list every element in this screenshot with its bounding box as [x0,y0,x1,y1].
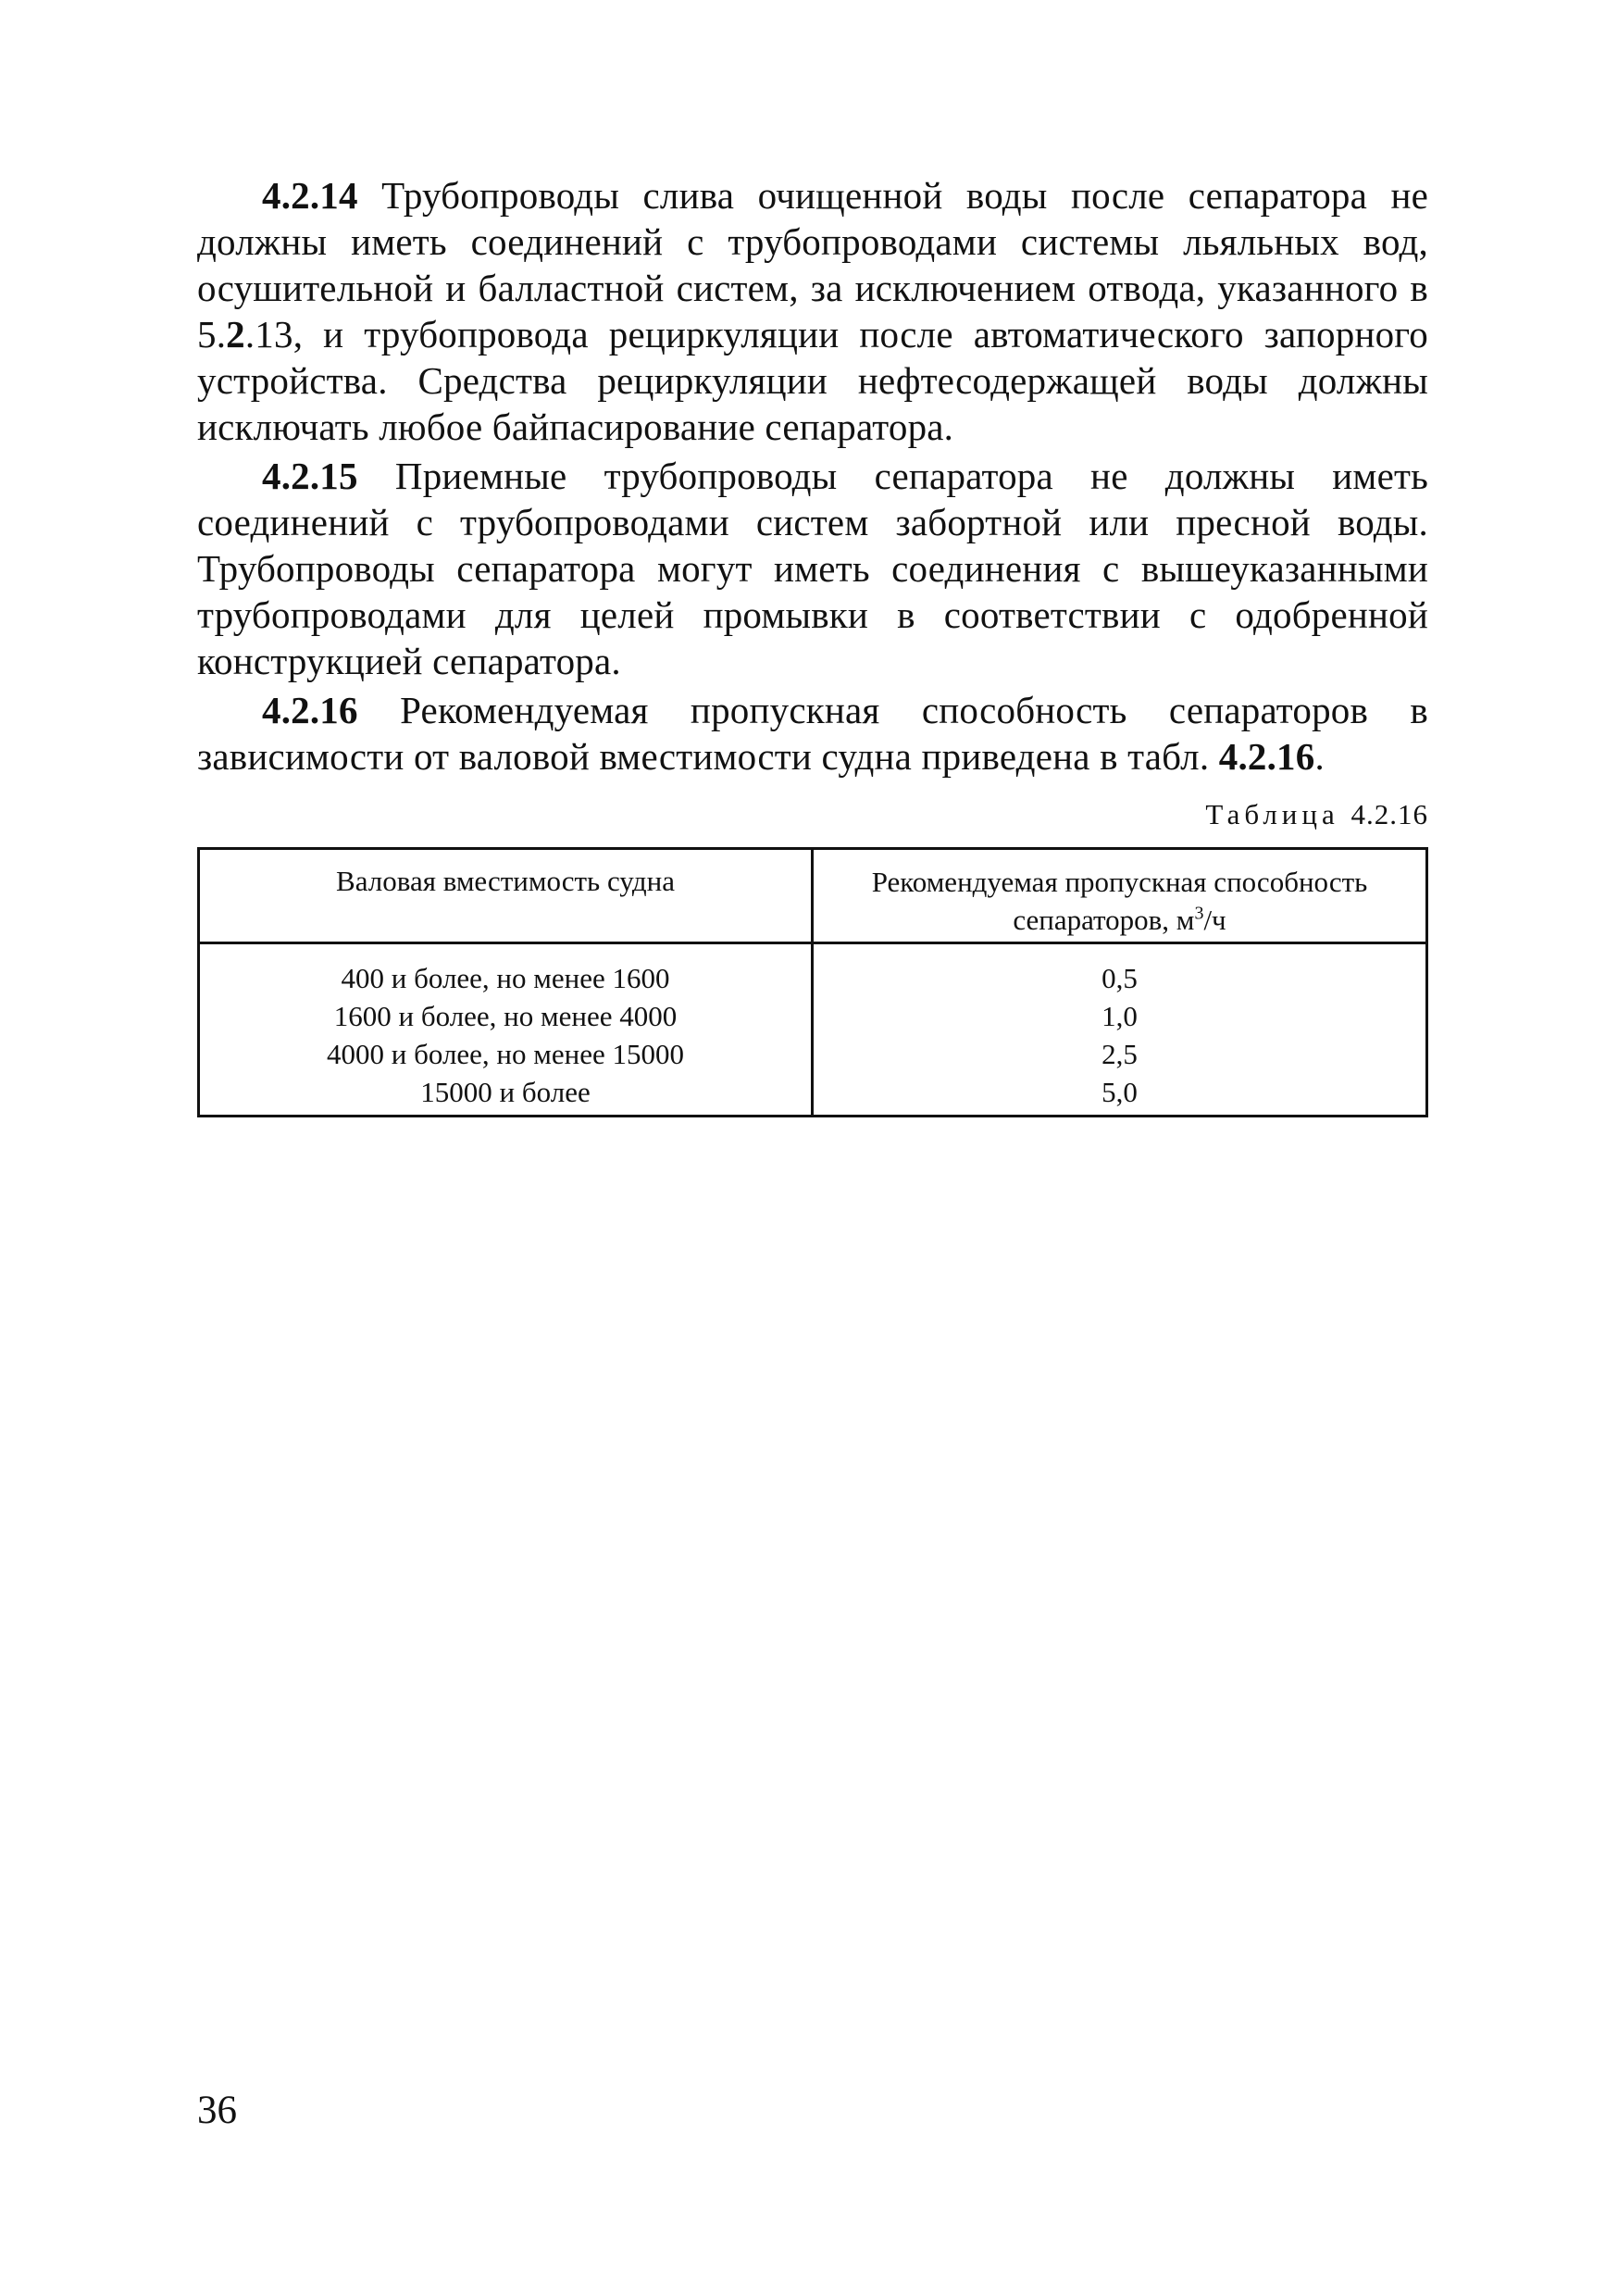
header-capacity [813,849,1427,943]
table-cell: 15000 и более [420,1076,591,1108]
table-caption-word: Таблица [1205,798,1339,830]
clause-text: Рекомендуемая пропускная способность сепараторов в зависимости от валовой вместимости судна приведена в табл. [197,689,1428,778]
table-cell: 0,5 [1101,962,1138,994]
header-capacity-line1: Рекомендуемая пропускная способность [871,866,1368,898]
header-capacity-line2 [814,901,1425,939]
clause-number: 4.2.16 [262,689,358,731]
header-capacity-unit-suffix: /ч [1203,904,1226,936]
table-caption-number: 4.2.16 [1350,798,1428,830]
page-number: 36 [197,2089,237,2132]
paragraph-4-2-15 [197,453,1428,684]
table-cell: 1,0 [1101,1000,1138,1032]
table-cell: 4000 и более, но менее 15000 [326,1038,685,1070]
capacity-column [813,943,1427,1117]
paragraph-4-2-16 [197,687,1428,780]
table-reference: 4.2.16 [1218,735,1315,778]
capacity-table [197,847,1428,1117]
clause-text-after: . [1314,735,1325,778]
clause-number: 4.2.15 [262,455,358,497]
clause-text-after: .13, и трубопровода рециркуляции после автоматического запорного устройства. Средства рециркуляции нефтесодержащей воды должны исключать любое байпасирование сепаратора. [197,313,1428,448]
header-capacity-unit-sup: 3 [1194,903,1204,924]
header-gross-tonnage [199,849,813,943]
table-caption [197,798,1428,831]
table-cell: 400 и более, но менее 1600 [341,962,670,994]
paragraph-4-2-14 [197,172,1428,450]
body-text [197,172,1428,782]
clause-ref-bold: 2 [226,313,245,356]
table-cell: 2,5 [1101,1038,1138,1070]
table-body-row [199,943,1427,1117]
header-gross-tonnage-label: Валовая вместимость судна [336,865,675,897]
table-cell: 5,0 [1101,1076,1138,1108]
table-header-row [199,849,1427,943]
clause-number: 4.2.14 [262,174,358,217]
clause-text: Трубопроводы слива очищенной воды после сепаратора не должны иметь соединений с трубопроводами системы льяльных вод, осушительной и балластной систем, за исключением отвода, указанного в 5. [197,174,1428,356]
tonnage-column [199,943,813,1117]
header-capacity-unit-prefix: сепараторов, м [1013,904,1195,936]
clause-text: Приемные трубопроводы сепаратора не должны иметь соединений с трубопроводами систем забортной или пресной воды. Трубопроводы сепаратора могут иметь соединения с вышеуказанными трубопроводами для целей промывки в соответствии с одобренной конструкцией сепаратора. [197,455,1428,682]
table-cell: 1600 и более, но менее 4000 [333,1000,678,1032]
